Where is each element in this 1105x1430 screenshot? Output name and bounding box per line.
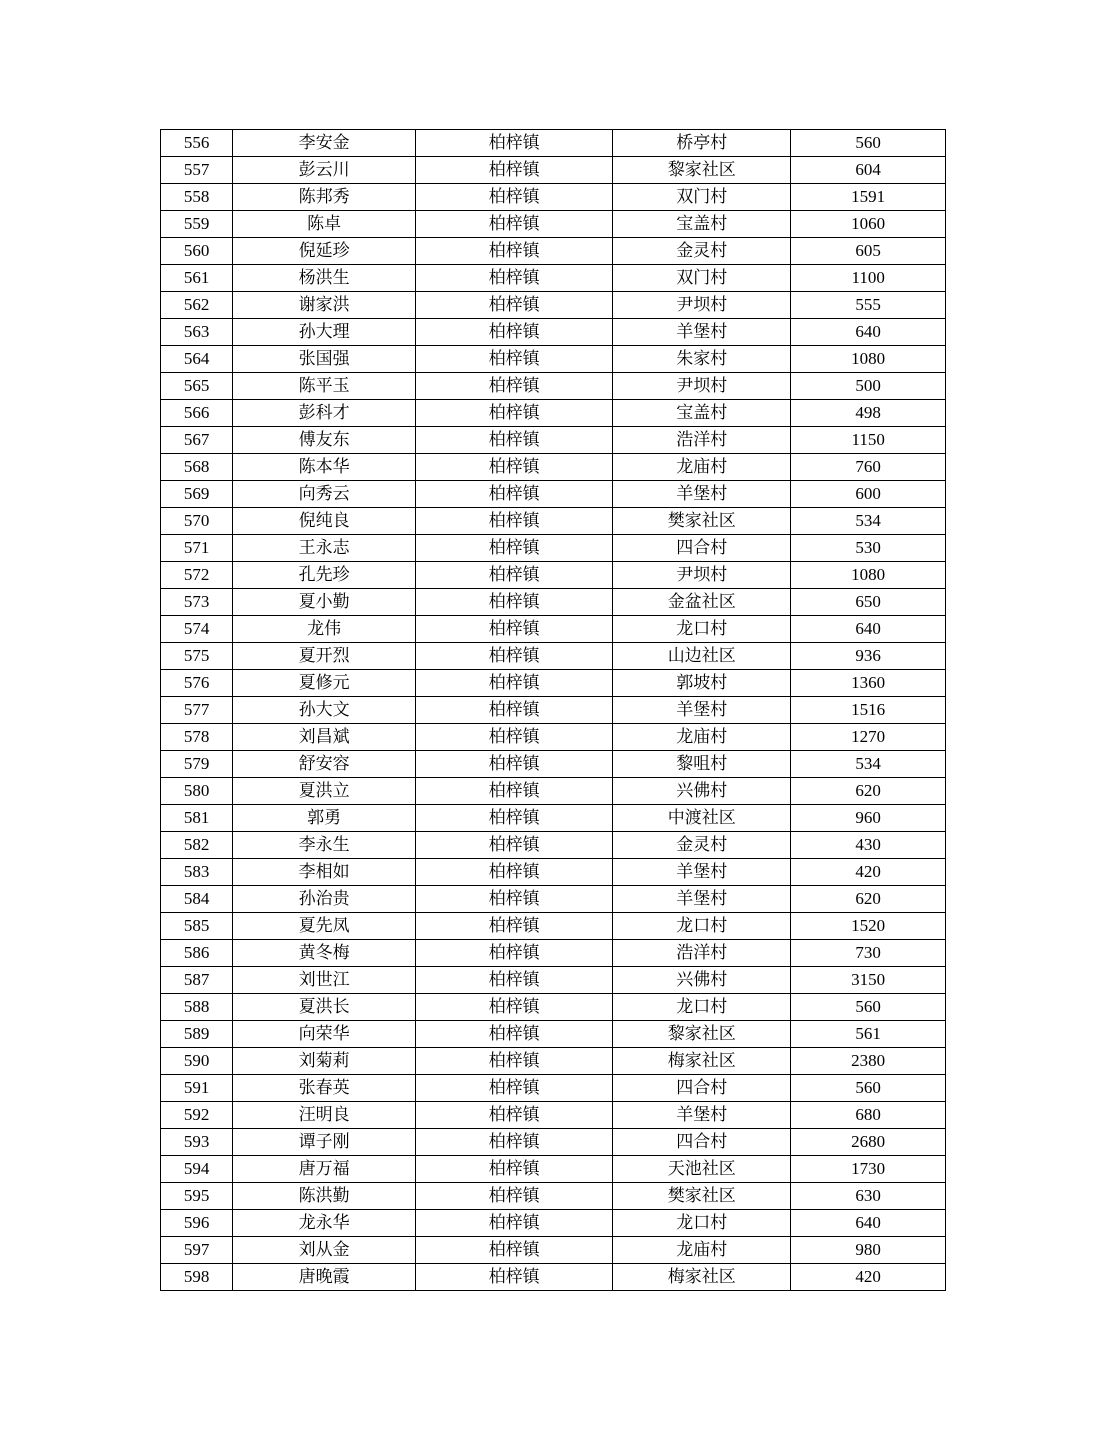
table-row [161, 562, 946, 589]
table-row [161, 238, 946, 265]
table-cell-index: 588 [161, 994, 233, 1021]
table-row [161, 184, 946, 211]
table-cell-village: 宝盖村 [613, 400, 791, 427]
table-cell-name: 李永生 [233, 832, 416, 859]
table-cell-amount: 1270 [791, 724, 946, 751]
table-cell-index: 563 [161, 319, 233, 346]
table-cell-village: 樊家社区 [613, 508, 791, 535]
table-cell-index: 593 [161, 1129, 233, 1156]
table-cell-name: 夏修元 [233, 670, 416, 697]
table-cell-village: 双门村 [613, 184, 791, 211]
table-cell-amount: 640 [791, 1210, 946, 1237]
table-cell-village: 羊堡村 [613, 481, 791, 508]
table-cell-village: 桥亭村 [613, 130, 791, 157]
table-cell-town: 柏梓镇 [416, 1102, 613, 1129]
table-cell-name: 刘昌斌 [233, 724, 416, 751]
table-cell-town: 柏梓镇 [416, 913, 613, 940]
table-cell-index: 566 [161, 400, 233, 427]
table-cell-amount: 3150 [791, 967, 946, 994]
table-cell-town: 柏梓镇 [416, 1237, 613, 1264]
table-cell-name: 张国强 [233, 346, 416, 373]
table-cell-town: 柏梓镇 [416, 859, 613, 886]
table-cell-name: 舒安容 [233, 751, 416, 778]
table-cell-index: 562 [161, 292, 233, 319]
table-cell-index: 574 [161, 616, 233, 643]
table-row [161, 535, 946, 562]
table-row [161, 1264, 946, 1291]
table-cell-amount: 555 [791, 292, 946, 319]
table-cell-name: 夏洪长 [233, 994, 416, 1021]
table-cell-town: 柏梓镇 [416, 265, 613, 292]
table-cell-name: 陈卓 [233, 211, 416, 238]
table-cell-town: 柏梓镇 [416, 940, 613, 967]
table-cell-name: 黄冬梅 [233, 940, 416, 967]
table-cell-town: 柏梓镇 [416, 751, 613, 778]
table-row [161, 751, 946, 778]
table-cell-town: 柏梓镇 [416, 1264, 613, 1291]
table-cell-index: 571 [161, 535, 233, 562]
table-row [161, 886, 946, 913]
table-cell-amount: 980 [791, 1237, 946, 1264]
table-cell-amount: 600 [791, 481, 946, 508]
table-cell-index: 589 [161, 1021, 233, 1048]
table-cell-name: 唐万福 [233, 1156, 416, 1183]
table-cell-town: 柏梓镇 [416, 508, 613, 535]
table-cell-village: 羊堡村 [613, 1102, 791, 1129]
table-cell-amount: 1080 [791, 562, 946, 589]
table-cell-name: 王永志 [233, 535, 416, 562]
table-row [161, 265, 946, 292]
table-cell-name: 傅友东 [233, 427, 416, 454]
table-cell-village: 宝盖村 [613, 211, 791, 238]
table-cell-index: 564 [161, 346, 233, 373]
table-cell-town: 柏梓镇 [416, 562, 613, 589]
table-cell-town: 柏梓镇 [416, 319, 613, 346]
table-cell-name: 龙伟 [233, 616, 416, 643]
table-cell-name: 刘从金 [233, 1237, 416, 1264]
table-cell-amount: 430 [791, 832, 946, 859]
table-cell-index: 587 [161, 967, 233, 994]
table-cell-amount: 604 [791, 157, 946, 184]
table-cell-index: 590 [161, 1048, 233, 1075]
table-cell-amount: 640 [791, 616, 946, 643]
table-cell-village: 浩洋村 [613, 940, 791, 967]
table-row [161, 130, 946, 157]
table-cell-amount: 680 [791, 1102, 946, 1129]
table-cell-village: 山边社区 [613, 643, 791, 670]
table-cell-village: 黎家社区 [613, 157, 791, 184]
table-row [161, 1237, 946, 1264]
table-row [161, 940, 946, 967]
table-cell-town: 柏梓镇 [416, 994, 613, 1021]
table-row [161, 292, 946, 319]
table-cell-village: 龙庙村 [613, 1237, 791, 1264]
table-cell-town: 柏梓镇 [416, 967, 613, 994]
table-cell-index: 594 [161, 1156, 233, 1183]
table-cell-amount: 1730 [791, 1156, 946, 1183]
table-cell-town: 柏梓镇 [416, 832, 613, 859]
table-cell-index: 560 [161, 238, 233, 265]
table-cell-town: 柏梓镇 [416, 1048, 613, 1075]
table-row [161, 616, 946, 643]
table-row [161, 400, 946, 427]
table-row [161, 508, 946, 535]
table-cell-village: 金盆社区 [613, 589, 791, 616]
table-row [161, 670, 946, 697]
table-cell-index: 558 [161, 184, 233, 211]
table-cell-town: 柏梓镇 [416, 481, 613, 508]
table-cell-index: 567 [161, 427, 233, 454]
table-row [161, 697, 946, 724]
table-cell-town: 柏梓镇 [416, 400, 613, 427]
table-cell-index: 579 [161, 751, 233, 778]
table-cell-name: 谭子刚 [233, 1129, 416, 1156]
table-cell-amount: 760 [791, 454, 946, 481]
table-cell-index: 565 [161, 373, 233, 400]
table-cell-town: 柏梓镇 [416, 535, 613, 562]
table-cell-index: 592 [161, 1102, 233, 1129]
table-cell-amount: 620 [791, 778, 946, 805]
table-row [161, 643, 946, 670]
table-cell-name: 夏小勤 [233, 589, 416, 616]
table-cell-index: 597 [161, 1237, 233, 1264]
table-cell-index: 598 [161, 1264, 233, 1291]
table-cell-town: 柏梓镇 [416, 184, 613, 211]
table-cell-amount: 1150 [791, 427, 946, 454]
table-cell-village: 浩洋村 [613, 427, 791, 454]
table-cell-village: 龙庙村 [613, 724, 791, 751]
table-cell-town: 柏梓镇 [416, 670, 613, 697]
table-cell-index: 557 [161, 157, 233, 184]
table-row [161, 211, 946, 238]
table-cell-village: 羊堡村 [613, 319, 791, 346]
table-cell-index: 580 [161, 778, 233, 805]
table-cell-index: 556 [161, 130, 233, 157]
table-cell-name: 孙大理 [233, 319, 416, 346]
table-cell-name: 夏先凤 [233, 913, 416, 940]
table-cell-name: 郭勇 [233, 805, 416, 832]
table-row [161, 319, 946, 346]
table-cell-index: 582 [161, 832, 233, 859]
table-cell-name: 陈洪勤 [233, 1183, 416, 1210]
table-cell-amount: 561 [791, 1021, 946, 1048]
table-cell-amount: 534 [791, 751, 946, 778]
table-cell-amount: 650 [791, 589, 946, 616]
table-row [161, 481, 946, 508]
table-cell-name: 张春英 [233, 1075, 416, 1102]
table-row [161, 346, 946, 373]
table-cell-village: 龙庙村 [613, 454, 791, 481]
table-cell-town: 柏梓镇 [416, 1021, 613, 1048]
table-cell-amount: 630 [791, 1183, 946, 1210]
table-cell-town: 柏梓镇 [416, 778, 613, 805]
table-cell-amount: 1360 [791, 670, 946, 697]
table-cell-name: 彭云川 [233, 157, 416, 184]
table-row [161, 859, 946, 886]
table-cell-index: 596 [161, 1210, 233, 1237]
table-cell-village: 黎咀村 [613, 751, 791, 778]
table-cell-village: 郭坡村 [613, 670, 791, 697]
table-cell-name: 刘世江 [233, 967, 416, 994]
table-row [161, 589, 946, 616]
table-cell-amount: 498 [791, 400, 946, 427]
table-cell-name: 陈平玉 [233, 373, 416, 400]
table-cell-village: 羊堡村 [613, 697, 791, 724]
table-cell-amount: 960 [791, 805, 946, 832]
table-cell-name: 李安金 [233, 130, 416, 157]
table-row [161, 832, 946, 859]
table-cell-index: 576 [161, 670, 233, 697]
table-cell-amount: 560 [791, 1075, 946, 1102]
table-cell-town: 柏梓镇 [416, 1183, 613, 1210]
table-cell-name: 夏开烈 [233, 643, 416, 670]
table-cell-amount: 500 [791, 373, 946, 400]
table-cell-village: 黎家社区 [613, 1021, 791, 1048]
table-cell-town: 柏梓镇 [416, 454, 613, 481]
table-cell-index: 591 [161, 1075, 233, 1102]
table-row [161, 1102, 946, 1129]
table-cell-village: 四合村 [613, 535, 791, 562]
table-row [161, 967, 946, 994]
table-cell-amount: 605 [791, 238, 946, 265]
table-cell-name: 向秀云 [233, 481, 416, 508]
roster-table-body [161, 130, 946, 1291]
table-cell-name: 彭科才 [233, 400, 416, 427]
table-cell-village: 四合村 [613, 1075, 791, 1102]
table-cell-index: 569 [161, 481, 233, 508]
table-cell-name: 陈邦秀 [233, 184, 416, 211]
table-cell-village: 尹坝村 [613, 292, 791, 319]
table-row [161, 994, 946, 1021]
table-cell-town: 柏梓镇 [416, 211, 613, 238]
table-cell-village: 羊堡村 [613, 886, 791, 913]
table-cell-name: 杨洪生 [233, 265, 416, 292]
table-row [161, 1048, 946, 1075]
table-cell-name: 汪明良 [233, 1102, 416, 1129]
table-cell-town: 柏梓镇 [416, 805, 613, 832]
table-cell-name: 向荣华 [233, 1021, 416, 1048]
table-cell-index: 568 [161, 454, 233, 481]
table-cell-name: 刘菊莉 [233, 1048, 416, 1075]
table-row [161, 1156, 946, 1183]
table-cell-village: 四合村 [613, 1129, 791, 1156]
table-cell-amount: 530 [791, 535, 946, 562]
table-cell-town: 柏梓镇 [416, 157, 613, 184]
table-cell-town: 柏梓镇 [416, 616, 613, 643]
table-cell-town: 柏梓镇 [416, 1156, 613, 1183]
table-cell-name: 唐晚霞 [233, 1264, 416, 1291]
table-cell-village: 朱家村 [613, 346, 791, 373]
table-cell-amount: 1516 [791, 697, 946, 724]
table-cell-village: 尹坝村 [613, 562, 791, 589]
table-cell-village: 梅家社区 [613, 1264, 791, 1291]
table-row [161, 1021, 946, 1048]
table-row [161, 373, 946, 400]
table-cell-index: 578 [161, 724, 233, 751]
table-row [161, 778, 946, 805]
table-cell-name: 李相如 [233, 859, 416, 886]
table-row [161, 1210, 946, 1237]
table-cell-town: 柏梓镇 [416, 427, 613, 454]
table-cell-amount: 560 [791, 994, 946, 1021]
table-cell-town: 柏梓镇 [416, 130, 613, 157]
table-cell-index: 585 [161, 913, 233, 940]
table-cell-town: 柏梓镇 [416, 643, 613, 670]
table-cell-index: 595 [161, 1183, 233, 1210]
table-row [161, 157, 946, 184]
table-cell-village: 兴佛村 [613, 778, 791, 805]
table-cell-name: 倪延珍 [233, 238, 416, 265]
table-cell-town: 柏梓镇 [416, 589, 613, 616]
table-cell-village: 梅家社区 [613, 1048, 791, 1075]
table-cell-town: 柏梓镇 [416, 346, 613, 373]
table-cell-index: 573 [161, 589, 233, 616]
table-cell-index: 559 [161, 211, 233, 238]
table-cell-amount: 420 [791, 859, 946, 886]
table-cell-amount: 1520 [791, 913, 946, 940]
table-row [161, 724, 946, 751]
table-cell-name: 孙治贵 [233, 886, 416, 913]
table-row [161, 454, 946, 481]
table-row [161, 805, 946, 832]
table-cell-town: 柏梓镇 [416, 373, 613, 400]
table-row [161, 1075, 946, 1102]
table-cell-village: 羊堡村 [613, 859, 791, 886]
table-cell-name: 夏洪立 [233, 778, 416, 805]
table-cell-amount: 936 [791, 643, 946, 670]
table-cell-village: 尹坝村 [613, 373, 791, 400]
table-row [161, 1183, 946, 1210]
table-cell-village: 中渡社区 [613, 805, 791, 832]
roster-table [160, 129, 946, 1291]
table-cell-name: 龙永华 [233, 1210, 416, 1237]
table-cell-amount: 420 [791, 1264, 946, 1291]
table-cell-amount: 1591 [791, 184, 946, 211]
table-cell-index: 570 [161, 508, 233, 535]
table-cell-town: 柏梓镇 [416, 292, 613, 319]
table-cell-amount: 2680 [791, 1129, 946, 1156]
table-cell-town: 柏梓镇 [416, 1129, 613, 1156]
table-cell-amount: 640 [791, 319, 946, 346]
table-cell-index: 561 [161, 265, 233, 292]
table-cell-village: 龙口村 [613, 1210, 791, 1237]
table-cell-town: 柏梓镇 [416, 724, 613, 751]
table-cell-town: 柏梓镇 [416, 886, 613, 913]
table-cell-index: 572 [161, 562, 233, 589]
table-cell-village: 龙口村 [613, 616, 791, 643]
table-cell-amount: 1080 [791, 346, 946, 373]
table-cell-village: 龙口村 [613, 913, 791, 940]
table-cell-village: 金灵村 [613, 238, 791, 265]
table-row [161, 913, 946, 940]
table-cell-village: 龙口村 [613, 994, 791, 1021]
table-cell-amount: 620 [791, 886, 946, 913]
table-cell-village: 天池社区 [613, 1156, 791, 1183]
table-cell-name: 谢家洪 [233, 292, 416, 319]
table-cell-index: 586 [161, 940, 233, 967]
table-cell-amount: 1060 [791, 211, 946, 238]
table-cell-index: 583 [161, 859, 233, 886]
table-cell-amount: 2380 [791, 1048, 946, 1075]
table-cell-village: 樊家社区 [613, 1183, 791, 1210]
table-cell-village: 双门村 [613, 265, 791, 292]
table-cell-town: 柏梓镇 [416, 238, 613, 265]
table-row [161, 427, 946, 454]
table-cell-name: 陈本华 [233, 454, 416, 481]
table-cell-index: 581 [161, 805, 233, 832]
table-cell-name: 倪纯良 [233, 508, 416, 535]
table-cell-index: 577 [161, 697, 233, 724]
table-cell-town: 柏梓镇 [416, 1210, 613, 1237]
table-cell-village: 金灵村 [613, 832, 791, 859]
table-cell-amount: 534 [791, 508, 946, 535]
table-cell-index: 575 [161, 643, 233, 670]
table-cell-town: 柏梓镇 [416, 697, 613, 724]
table-cell-amount: 730 [791, 940, 946, 967]
table-row [161, 1129, 946, 1156]
table-cell-name: 孔先珍 [233, 562, 416, 589]
table-cell-index: 584 [161, 886, 233, 913]
table-cell-village: 兴佛村 [613, 967, 791, 994]
table-cell-town: 柏梓镇 [416, 1075, 613, 1102]
table-cell-amount: 560 [791, 130, 946, 157]
table-cell-amount: 1100 [791, 265, 946, 292]
table-cell-name: 孙大文 [233, 697, 416, 724]
